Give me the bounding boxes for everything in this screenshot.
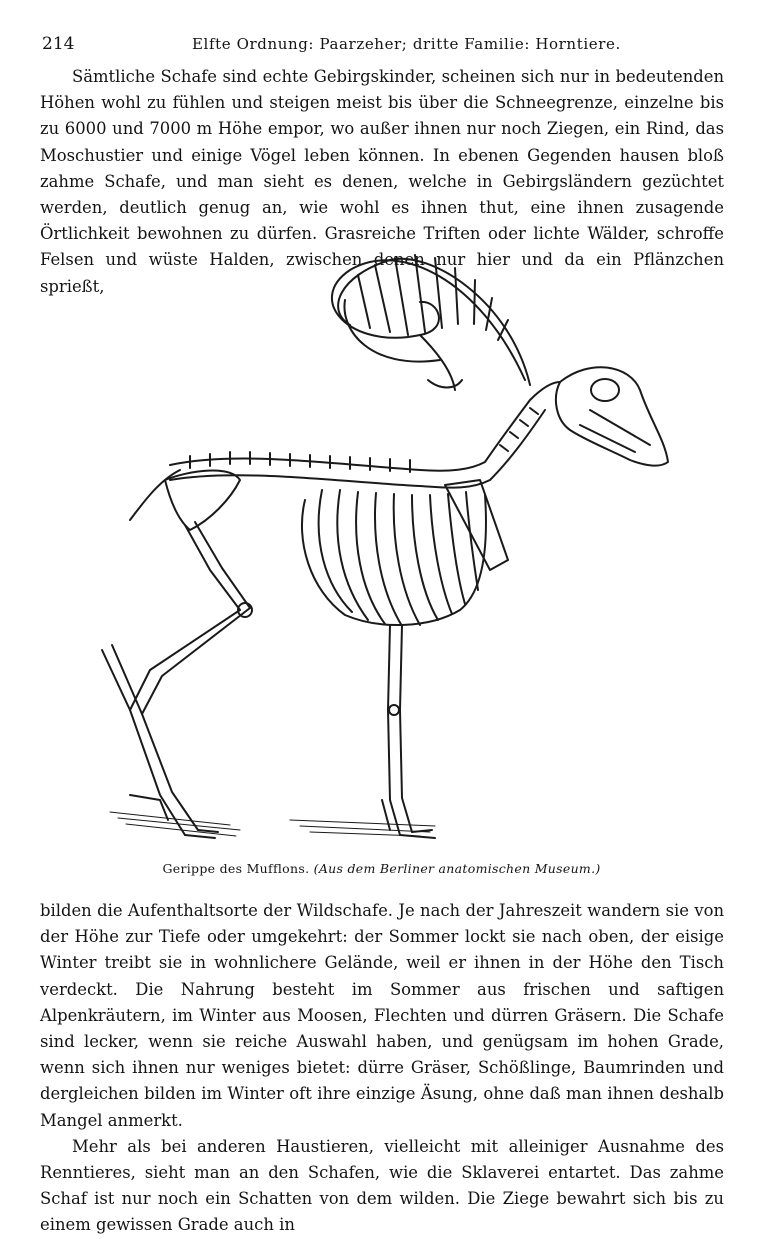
caption-source: (Aus dem Berliner anatomischen Museum.) — [313, 861, 601, 876]
running-head: Elfte Ordnung: Paarzeher; dritte Familie: Horntiere. — [192, 35, 621, 53]
caption-title: Gerippe des Mufflons. — [162, 861, 310, 876]
horn — [332, 255, 530, 390]
fore-leg — [382, 625, 435, 838]
mouflon-skeleton-drawing — [90, 240, 680, 860]
paragraph: bilden die Aufenthaltsorte der Wildschafe. Je nach der Jahreszeit wandern sie von der Höhe zur Tiefe oder umgekehrt: der Sommer lockt sie nach oben, der eisige Winter treibt sie in wohnlichere Gelände, weil er ihnen in der Höhe den Tisch verdeckt. Die Nahrung besteht im Sommer aus frischen und saftigen Alpenkräutern, im Winter aus Moosen, Flechten und dürren Gräsern. Die Schafe sind lecker, wenn sie reiche Auswahl haben, und genügsam im hohen Grade, wenn sich ihnen nur weniges bietet: dürre Gräser, Schößlinge, Baumrinden und dergleichen bilden im Winter oft ihre einzige Äsung, ohne daß man ihnen deshalb Mangel anmerkt. — [40, 901, 724, 1130]
figure-caption — [0, 861, 763, 876]
skull — [556, 367, 668, 465]
skeleton-illustration — [90, 240, 680, 860]
page-number: 214 — [42, 34, 75, 54]
page-header — [42, 34, 723, 56]
paragraph: Mehr als bei anderen Haustieren, vielleicht mit alleiniger Ausnahme des Renntieres, sieht man an den Schafen, wie die Sklaverei entartet. Das zahme Schaf ist nur noch ein Schatten von dem wilden. Die Ziege bewahrt sich bis zu einem gewissen Grade auch in — [40, 1136, 724, 1235]
body-text-bottom — [40, 898, 724, 1239]
hind-leg — [102, 522, 250, 838]
paragraph: Sämtliche Schafe sind echte Gebirgskinder, scheinen sich nur in bedeutenden Höhen wohl zu fühlen und steigen meist bis über die Schneegrenze, einzelne bis zu 6000 und 7000 m Höhe empor, wo außer ihnen nur noch Ziegen, ein Rind, das Moschustier und einige Vögel leben können. In ebenen Gegenden hausen bloß zahme Schafe, und man sieht es denen, welche in Gebirgsländern gezüchtet werden, deutlich genug an, wie wohl es ihnen thut, eine ihnen zusagende Örtlichkeit bewohnen zu dürfen. Grasreiche Triften oder lichte Wälder, schroffe Felsen und wüste Halden, zwischen denen nur hier und da ein Pflänzchen sprießt, — [40, 67, 724, 296]
spine — [130, 382, 560, 520]
